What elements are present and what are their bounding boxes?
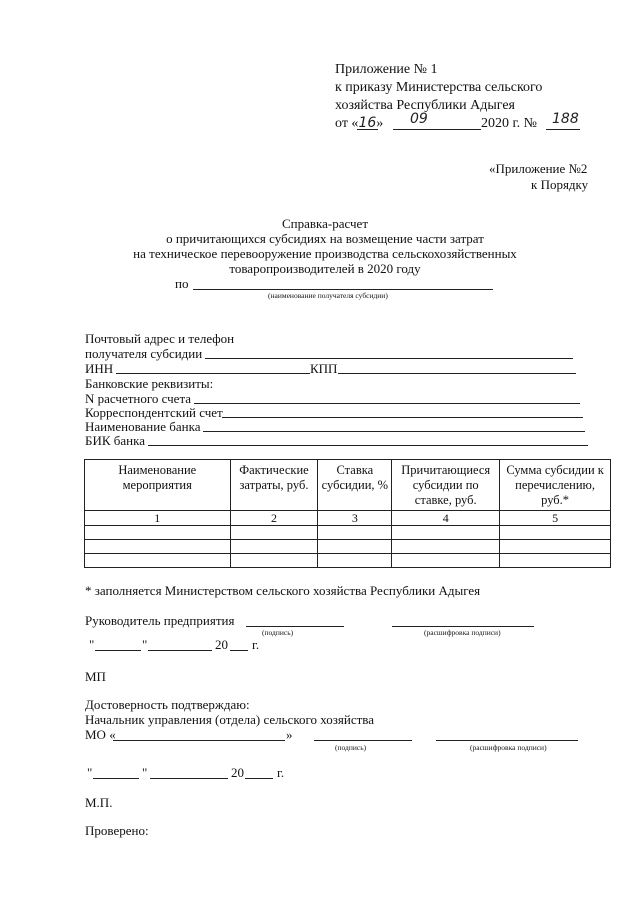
appendix-line-3: хозяйства Республики Адыгея bbox=[335, 98, 515, 113]
postal-field[interactable] bbox=[205, 358, 573, 359]
corr-account-label: Корреспондентский счет bbox=[85, 405, 223, 420]
date2-suffix: г. bbox=[277, 765, 285, 780]
head-label: Руководитель предприятия bbox=[85, 613, 235, 628]
kpp-label: КПП bbox=[310, 361, 338, 376]
chief-signature-field[interactable] bbox=[314, 740, 412, 741]
table-cell[interactable] bbox=[230, 554, 318, 568]
order-month: 09 bbox=[410, 111, 428, 127]
doc-title-line-2: о причитающихся субсидиях на возмещение части затрат bbox=[166, 231, 484, 246]
decoding-caption: (расшифровка подписи) bbox=[424, 628, 501, 637]
column-header-activity: Наименование мероприятия bbox=[85, 460, 231, 511]
order-day: 16 bbox=[358, 115, 377, 131]
annex-line-1: «Приложение №2 bbox=[489, 161, 588, 176]
doc-title: Справка-расчет bbox=[281, 216, 369, 231]
date2-month-field[interactable] bbox=[150, 778, 228, 779]
order-mid: » bbox=[376, 116, 384, 131]
mo-suffix: » bbox=[286, 727, 293, 742]
kpp-field[interactable] bbox=[338, 373, 576, 374]
appendix-line-2: к приказу Министерства сельского bbox=[335, 80, 543, 95]
date1-quote-close: " bbox=[142, 637, 148, 652]
recipient-prefix: по bbox=[175, 276, 189, 291]
table-row[interactable] bbox=[85, 554, 611, 568]
column-number: 1 bbox=[85, 511, 231, 526]
date1-suffix: г. bbox=[252, 637, 260, 652]
bik-label: БИК банка bbox=[85, 433, 146, 448]
stamp-label: МП bbox=[85, 669, 106, 684]
column-number: 2 bbox=[230, 511, 318, 526]
table-cell[interactable] bbox=[500, 554, 611, 568]
table-row[interactable] bbox=[85, 526, 611, 540]
table-cell[interactable] bbox=[85, 540, 231, 554]
date1-year-prefix: 20 bbox=[215, 637, 228, 652]
table-cell[interactable] bbox=[230, 540, 318, 554]
column-header-rate: Ставка субсидии, % bbox=[318, 460, 392, 511]
account-label: N расчетного счета bbox=[85, 391, 192, 406]
mo-prefix: МО « bbox=[85, 727, 116, 742]
recipient-caption: (наименование получателя субсидии) bbox=[268, 291, 388, 300]
column-number: 5 bbox=[500, 511, 611, 526]
bik-field[interactable] bbox=[148, 445, 588, 446]
date1-quote-open: " bbox=[89, 637, 95, 652]
column-header-actual-costs: Фактические затраты, руб. bbox=[230, 460, 318, 511]
table-row[interactable] bbox=[85, 540, 611, 554]
date1-month-field[interactable] bbox=[148, 650, 212, 651]
table-cell[interactable] bbox=[318, 526, 392, 540]
stamp-label-2: М.П. bbox=[85, 795, 113, 810]
table-cell[interactable] bbox=[85, 526, 231, 540]
head-decoding-field[interactable] bbox=[392, 626, 534, 627]
column-header-due-subsidy: Причитающиеся субсидии по ставке, руб. bbox=[392, 460, 500, 511]
inn-field[interactable] bbox=[116, 373, 310, 374]
order-year: 2020 г. № bbox=[481, 116, 538, 131]
table-cell[interactable] bbox=[392, 554, 500, 568]
confirm-label: Достоверность подтверждаю: bbox=[85, 697, 250, 712]
table-cell[interactable] bbox=[392, 526, 500, 540]
column-header-transfer-amount: Сумма субсидии к перечислению, руб.* bbox=[500, 460, 611, 511]
inn-label: ИНН bbox=[85, 361, 114, 376]
table-number-row bbox=[85, 511, 611, 526]
subsidy-table bbox=[84, 459, 611, 568]
table-cell[interactable] bbox=[318, 540, 392, 554]
table-cell[interactable] bbox=[500, 540, 611, 554]
bank-name-label: Наименование банка bbox=[85, 419, 201, 434]
annex-line-2: к Порядку bbox=[531, 177, 589, 192]
table-cell[interactable] bbox=[230, 526, 318, 540]
bank-name-field[interactable] bbox=[203, 431, 585, 432]
date2-year-field[interactable] bbox=[245, 778, 273, 779]
date1-day-field[interactable] bbox=[95, 650, 141, 651]
column-number: 4 bbox=[392, 511, 500, 526]
signature-caption: (подпись) bbox=[262, 628, 294, 637]
date2-day-field[interactable] bbox=[93, 778, 139, 779]
date2-quote-open: " bbox=[87, 765, 93, 780]
doc-title-line-4: товаропроизводителей в 2020 году bbox=[229, 261, 421, 276]
appendix-line-1: Приложение № 1 bbox=[335, 62, 438, 77]
chief-label: Начальник управления (отдела) сельского хозяйства bbox=[85, 712, 375, 727]
bank-details-label: Банковские реквизиты: bbox=[85, 376, 214, 391]
recipient-line[interactable] bbox=[193, 289, 493, 290]
chief-decoding-field[interactable] bbox=[436, 740, 578, 741]
head-signature-field[interactable] bbox=[246, 626, 344, 627]
postal-label: Почтовый адрес и телефон bbox=[85, 331, 235, 346]
postal-label-2: получателя субсидии bbox=[85, 346, 203, 361]
table-cell[interactable] bbox=[500, 526, 611, 540]
decoding-caption-2: (расшифровка подписи) bbox=[470, 743, 547, 752]
order-prefix: от « bbox=[335, 116, 359, 131]
table-cell[interactable] bbox=[318, 554, 392, 568]
column-number: 3 bbox=[318, 511, 392, 526]
date2-year-prefix: 20 bbox=[231, 765, 244, 780]
doc-title-line-3: на техническое перевооружение производства сельскохозяйственных bbox=[133, 246, 517, 261]
checked-label: Проверено: bbox=[85, 823, 149, 838]
order-number: 188 bbox=[552, 111, 579, 127]
corr-account-field[interactable] bbox=[222, 417, 583, 418]
date1-year-field[interactable] bbox=[230, 650, 248, 651]
table-cell[interactable] bbox=[85, 554, 231, 568]
date2-quote-close: " bbox=[142, 765, 148, 780]
table-cell[interactable] bbox=[392, 540, 500, 554]
table-header-row bbox=[85, 460, 611, 511]
mo-field[interactable] bbox=[113, 740, 285, 741]
account-field[interactable] bbox=[194, 403, 580, 404]
signature-caption-2: (подпись) bbox=[335, 743, 367, 752]
footnote: * заполняется Министерством сельского хозяйства Республики Адыгея bbox=[85, 583, 481, 598]
